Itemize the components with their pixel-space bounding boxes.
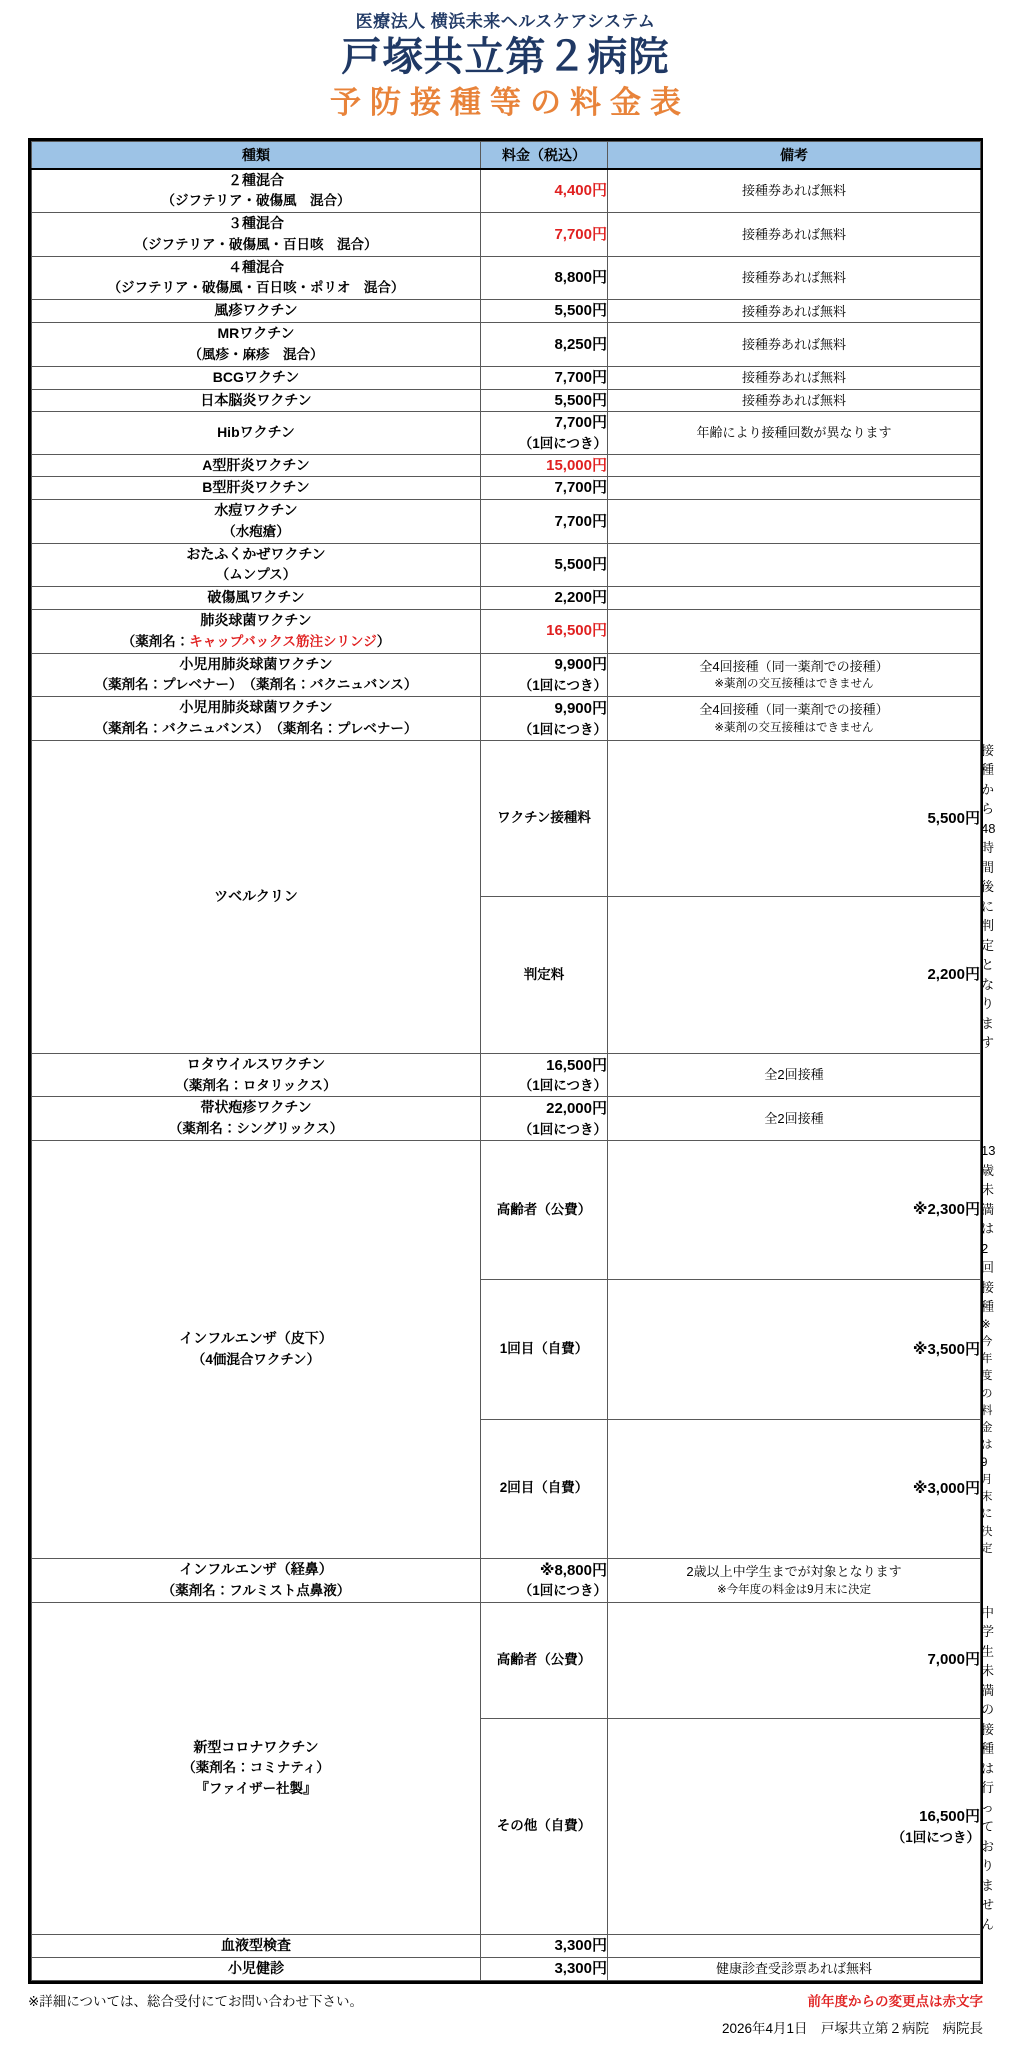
type-main-label: インフルエンザ（皮下） [179,1330,333,1347]
price-per-unit: （1回につき） [518,1583,607,1599]
cell-subcategory-label: 2回目（自費） [481,1419,608,1558]
page-title: 予防接種等の料金表 [330,85,690,121]
type-main-label: 小児用肺炎球菌ワクチン [179,699,333,716]
table-row [32,1053,981,1097]
cell-note [608,454,981,477]
cell-price [608,897,981,1054]
cell-price [608,740,981,897]
table-row [32,500,981,544]
type-main-label: 破傷風ワクチン [207,589,305,606]
cell-subcategory-label: その他（自費） [481,1718,608,1934]
note-text: 全2回接種 [764,1067,824,1083]
price-per-unit: （1回につき） [518,1121,607,1137]
type-sub-label: （薬剤名：フルミスト点鼻液） [161,1582,351,1598]
price-value: 2,200円 [927,966,980,984]
cell-type [32,169,481,213]
price-value: 4,400円 [554,182,607,199]
table-row [32,412,981,454]
cell-price [608,1718,981,1934]
type-drug-name: （薬剤名：キャップバックス筋注シリンジ） [121,633,391,649]
type-main-label: 日本脳炎ワクチン [200,391,312,408]
table-row [32,653,981,697]
cell-type [32,610,481,654]
table-row [32,1559,981,1603]
type-sub-label: （ジフテリア・破傷風・百日咳 混合） [134,236,378,252]
organization-name: 医療法人 横浜未来ヘルスケアシステム [355,12,656,31]
type-sub-label: （薬剤名：バクニュバンス） （薬剤名：プレベナー） [94,720,418,736]
type-sub-label: （薬剤名：コミナティ） [182,1760,330,1776]
cell-price [608,1602,981,1718]
price-value: 16,500円 [919,1807,980,1825]
cell-price [481,500,608,544]
price-value: 9,900円 [554,656,607,674]
table-row [32,300,981,323]
note-small-text: ※薬剤の交互接種はできません [714,721,874,734]
note-text: 年齢により接種回数が異なります [696,425,892,441]
cell-type [32,300,481,323]
type-main-label: 小児用肺炎球菌ワクチン [179,655,333,672]
cell-type [32,477,481,500]
column-header-type: 種類 [32,141,481,169]
cell-subcategory-label: 1回目（自費） [481,1280,608,1419]
note-small-text: ※薬剤の交互接種はできません [714,678,874,691]
price-per-unit: （1回につき） [518,721,607,737]
cell-type [32,1957,481,1980]
cell-price [481,697,608,741]
cell-type [32,543,481,587]
cell-type [32,1602,481,1935]
type-main-label: 新型コロナワクチン [193,1738,319,1755]
drug-name-highlight: キャップバックス筋注シリンジ [189,633,377,649]
cell-price [608,1280,981,1419]
note-text: 健康診査受診票あれば無料 [715,1961,872,1977]
cell-type [32,1559,481,1603]
note-text: 接種券あれば無料 [741,270,846,286]
column-header-note: 備考 [608,141,981,169]
cell-price [481,1957,608,1980]
cell-price [481,256,608,300]
cell-price [481,454,608,477]
type-main-label: Hibワクチン [217,424,295,441]
type-main-label: 血液型検査 [221,1937,291,1954]
cell-price [481,366,608,389]
type-sub-label: （薬剤名：シングリックス） [168,1121,344,1137]
table-row [32,697,981,741]
table-row [32,256,981,300]
price-per-unit: （1回につき） [518,1078,607,1094]
cell-price [481,653,608,697]
cell-note [608,213,981,257]
cell-note [608,543,981,587]
type-sub-label: （風疹・麻疹 混合） [188,346,324,362]
table-row [32,543,981,587]
type-main-label: ツベルクリン [214,888,298,905]
price-value: 5,500円 [554,556,607,574]
cell-price [481,543,608,587]
price-value: 3,300円 [554,1959,607,1977]
price-value: 7,000円 [927,1651,980,1669]
table-head [32,141,981,169]
cell-note [608,1559,981,1603]
cell-note [608,169,981,213]
table-row [32,740,981,897]
type-main-label: B型肝炎ワクチン [202,479,310,496]
type-main-label: 帯状疱疹ワクチン [200,1099,312,1116]
cell-subcategory-label: 高齢者（公費） [481,1141,608,1280]
cell-type [32,1053,481,1097]
note-text: 中学生未満の接種は行っておりません [981,1604,995,1932]
note-small-text: ※今年度の料金は9月末に決定 [716,1583,872,1596]
cell-type [32,256,481,300]
table-row [32,389,981,412]
price-value: 5,500円 [554,391,607,409]
type-main-label: 水痘ワクチン [214,502,298,519]
table-row [32,610,981,654]
table-row [32,587,981,610]
cell-price [481,610,608,654]
type-sub-label: （薬剤名：ロタリックス） [175,1077,337,1093]
cell-price [481,1559,608,1603]
note-text: 接種券あれば無料 [741,183,846,199]
price-value: 9,900円 [554,699,607,717]
cell-type [32,697,481,741]
note-text: 接種券あれば無料 [741,392,846,408]
cell-price [481,300,608,323]
footer-date-signature: 2026年4月1日 戸塚共立第２病院 病院長 [721,2020,983,2036]
cell-note [608,366,981,389]
cell-type [32,412,481,454]
cell-price [481,169,608,213]
price-value: ※8,800円 [539,1561,607,1579]
type-main-label: ロタウイルスワクチン [186,1055,326,1072]
table-row [32,477,981,500]
price-value: 7,700円 [554,414,607,432]
cell-type [32,454,481,477]
cell-note [608,587,981,610]
cell-note [608,323,981,367]
cell-type [32,1935,481,1958]
cell-type [32,500,481,544]
cell-type [32,1141,481,1559]
type-main-label: おたふくかぜワクチン [186,545,326,562]
type-sub-label: （4価混合ワクチン） [191,1351,321,1367]
cell-type [32,740,481,1053]
cell-price [481,1053,608,1097]
document-header [0,0,1011,122]
cell-price [608,1141,981,1280]
type-main-label: ２種混合 [228,171,284,188]
type-main-label: インフルエンザ（経鼻） [179,1561,333,1578]
document-footer [28,1990,983,2052]
price-value: 3,300円 [554,1937,607,1955]
price-value: 7,700円 [554,225,607,243]
price-value: 7,700円 [554,479,607,497]
table-row [32,1935,981,1958]
price-value: ※3,000円 [912,1480,980,1498]
table-row [32,1957,981,1980]
type-sub-label: （ジフテリア・破傷風 混合） [161,193,351,209]
table-row: インフルエンザ（皮下） （4価混合ワクチン） 高齢者（公費） ※2,300円 13歳未満は2回接種 ※今年度の料金は9月末に決定 [32,1141,981,1280]
type-sub-label: （水疱瘡） [222,523,290,539]
cell-type [32,1097,481,1141]
type-main-label: ４種混合 [228,258,284,275]
type-main-label: BCGワクチン [212,368,300,385]
cell-note [608,653,981,697]
price-value: 5,500円 [554,302,607,320]
cell-price [481,389,608,412]
price-value: 8,250円 [554,335,607,353]
cell-subcategory-label: 高齢者（公費） [481,1602,608,1718]
cell-note [608,477,981,500]
table-row [32,366,981,389]
cell-note [608,412,981,454]
note-text: 接種から48時間後に判定となります [981,742,996,1051]
cell-price [481,587,608,610]
cell-note [608,1053,981,1097]
cell-type [32,587,481,610]
table-row [32,1602,981,1718]
cell-note [608,500,981,544]
table-body [32,169,996,1981]
table-row [32,169,981,213]
note-text: 接種券あれば無料 [741,303,846,319]
price-value: ※3,500円 [912,1340,980,1358]
cell-type [32,653,481,697]
price-value: ※2,300円 [912,1201,980,1219]
cell-price [608,1419,981,1558]
cell-price [481,213,608,257]
note-text: 全2回接種 [764,1111,824,1127]
footer-red-text-legend: 前年度からの変更点は赤文字 [807,1993,983,2009]
cell-note [608,610,981,654]
table-row [32,1097,981,1141]
column-header-price: 料金（税込） [481,141,608,169]
note-text: 接種券あれば無料 [741,226,846,242]
cell-note [608,256,981,300]
price-value: 7,700円 [554,512,607,530]
table-row [32,454,981,477]
table-row [32,323,981,367]
type-main-label: A型肝炎ワクチン [202,456,310,473]
price-value: 16,500円 [546,622,607,640]
type-main-label: 肺炎球菌ワクチン [200,612,312,629]
price-per-unit: （1回につき） [518,678,607,694]
cell-note [608,697,981,741]
price-per-unit: （1回につき） [891,1829,980,1845]
footer-inquiry-note: ※詳細については、総合受付にてお問い合わせ下さい。 [28,1993,364,2009]
price-value: 2,200円 [554,589,607,607]
type-main-label: 風疹ワクチン [214,302,298,319]
type-main-label: ３種混合 [228,215,284,232]
note-text: 13歳未満は2回接種 [981,1143,996,1315]
table-row [32,213,981,257]
price-per-unit: （1回につき） [518,436,607,452]
cell-note [608,389,981,412]
cell-subcategory-label: ワクチン接種料 [481,740,608,897]
cell-note [608,1957,981,1980]
cell-subcategory-label: 判定料 [481,897,608,1054]
price-table-container [28,138,996,1984]
cell-price [481,1935,608,1958]
cell-type [32,323,481,367]
cell-note [608,1935,981,1958]
price-value: 16,500円 [546,1056,607,1074]
type-sub-label: （薬剤名：プレベナー） （薬剤名：バクニュバンス） [94,677,418,693]
cell-type [32,366,481,389]
note-text: 全4回接種（同一薬剤での接種） [699,702,889,718]
type-sub-label: （ムンプス） [215,567,297,583]
cell-type [32,389,481,412]
cell-price [481,1097,608,1141]
note-text: 接種券あれば無料 [741,369,846,385]
price-value: 5,500円 [927,809,980,827]
hospital-name: 戸塚共立第２病院 [341,35,670,80]
cell-price [481,323,608,367]
price-value: 22,000円 [546,1100,607,1118]
note-text: 全4回接種（同一薬剤での接種） [699,658,889,674]
note-text: 2歳以上中学生までが対象となります [686,1564,902,1580]
note-text: 接種券あれば無料 [741,336,846,352]
cell-price [481,412,608,454]
cell-price [481,477,608,500]
price-table [31,141,996,1981]
price-value: 8,800円 [554,269,607,287]
type-sub-label-2: 『ファイザー社製』 [195,1781,317,1797]
type-sub-label: （ジフテリア・破傷風・百日咳・ポリオ 混合） [107,280,405,296]
cell-type [32,213,481,257]
cell-note [608,1097,981,1141]
table-header-row [32,141,981,169]
price-value: 15,000円 [546,456,607,474]
type-main-label: MRワクチン [217,325,295,342]
cell-note [608,300,981,323]
type-main-label: 小児健診 [228,1959,284,1976]
price-value: 7,700円 [554,368,607,386]
